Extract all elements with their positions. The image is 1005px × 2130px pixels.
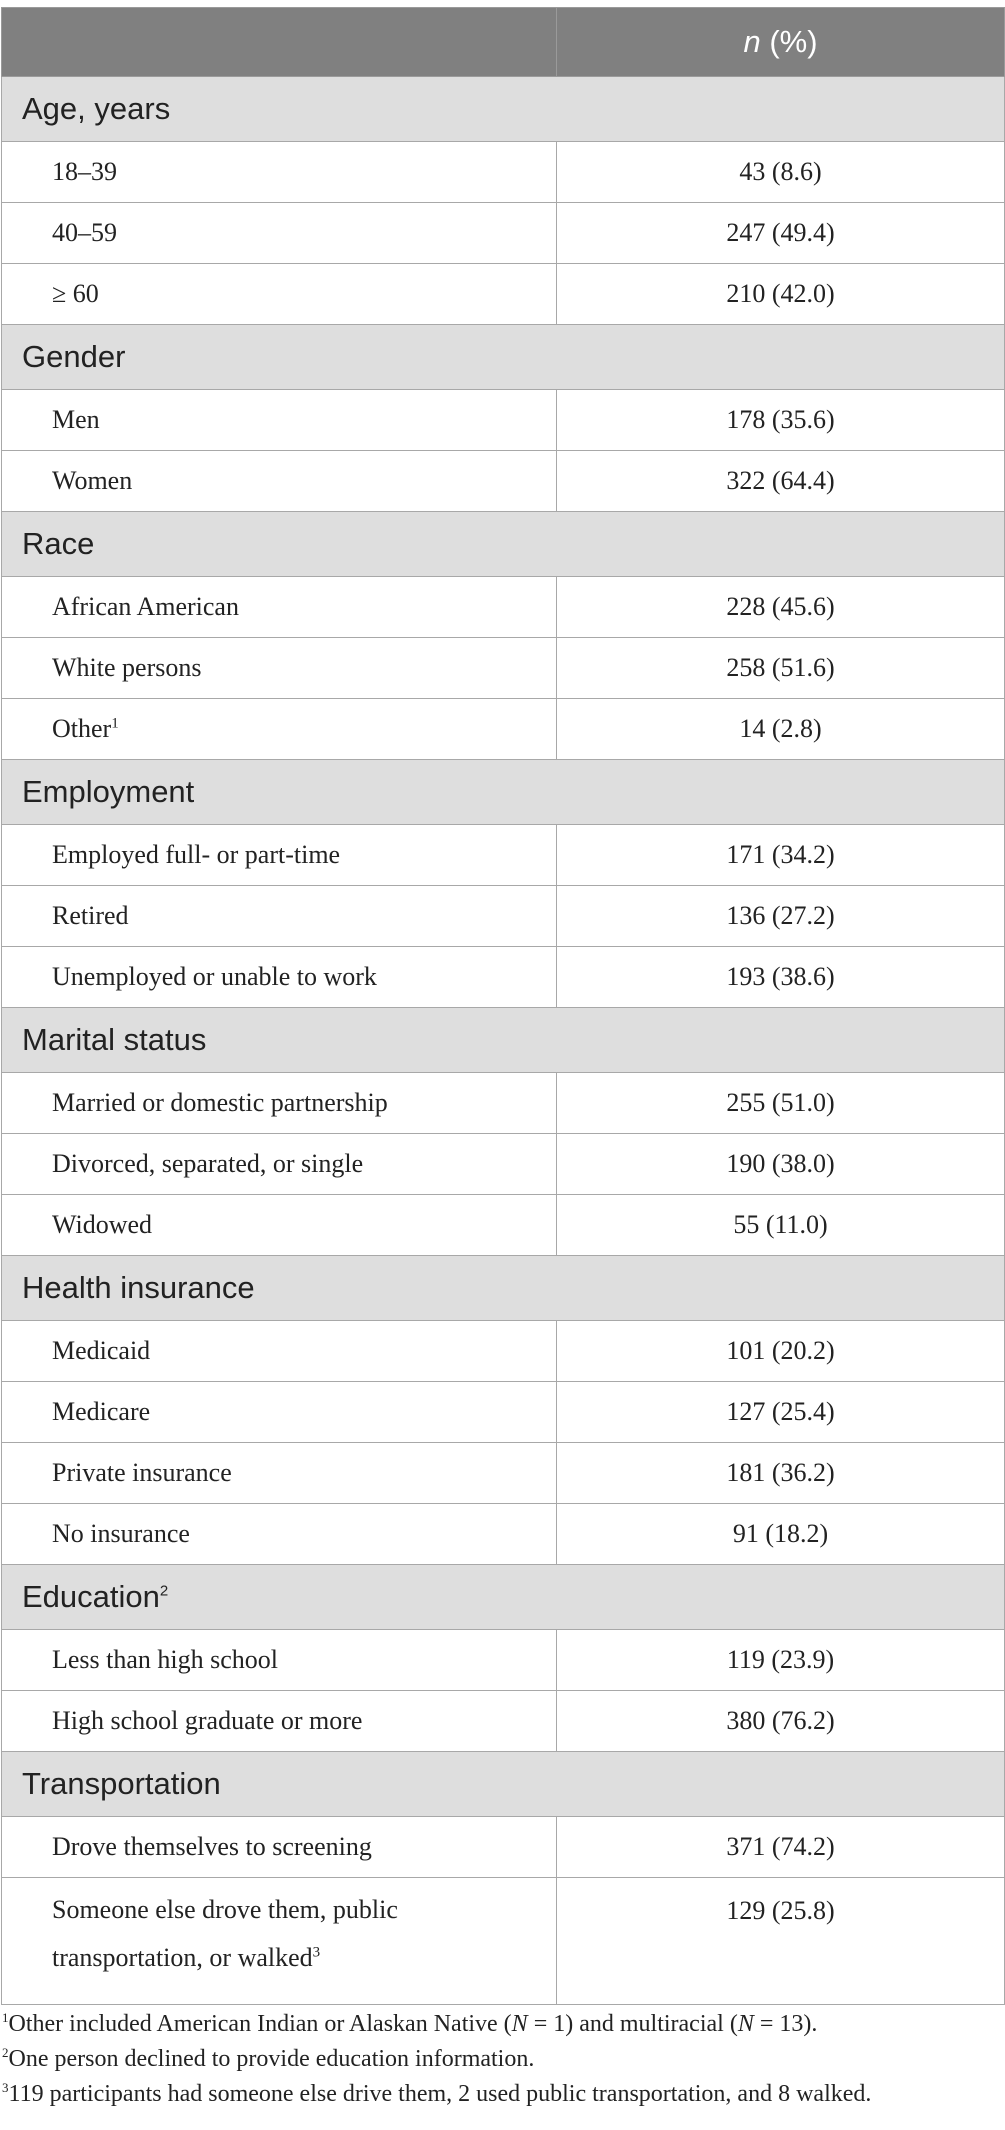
section-title: Transportation xyxy=(2,1752,1005,1817)
row-value: 127 (25.4) xyxy=(557,1382,1005,1443)
section-transportation xyxy=(2,1752,1005,1817)
table-row xyxy=(2,825,1005,886)
table-row xyxy=(2,886,1005,947)
table-row xyxy=(2,1073,1005,1134)
section-title: Health insurance xyxy=(2,1256,1005,1321)
row-value: 210 (42.0) xyxy=(557,264,1005,325)
footnote-italic-n: N xyxy=(737,2011,754,2037)
table-row xyxy=(2,1134,1005,1195)
row-value: 322 (64.4) xyxy=(557,451,1005,512)
row-label-text: Other xyxy=(52,714,112,743)
table-row xyxy=(2,1878,1005,2005)
row-label xyxy=(2,1878,557,2005)
row-value: 371 (74.2) xyxy=(557,1817,1005,1878)
row-label: Private insurance xyxy=(2,1443,557,1504)
table-row xyxy=(2,390,1005,451)
row-value: 178 (35.6) xyxy=(557,390,1005,451)
row-label: Men xyxy=(2,390,557,451)
footnote-text: = 13). xyxy=(753,2011,818,2037)
table-row xyxy=(2,264,1005,325)
footnote-2 xyxy=(2,2042,1005,2077)
demographics-table xyxy=(1,7,1005,2005)
row-label: Women xyxy=(2,451,557,512)
footnote-text: = 1) and multiracial ( xyxy=(527,2011,738,2037)
row-value: 255 (51.0) xyxy=(557,1073,1005,1134)
row-value: 129 (25.8) xyxy=(557,1878,1005,2005)
table-row xyxy=(2,947,1005,1008)
row-value: 258 (51.6) xyxy=(557,638,1005,699)
row-label: Retired xyxy=(2,886,557,947)
row-label: White persons xyxy=(2,638,557,699)
section-title: Race xyxy=(2,512,1005,577)
row-value: 119 (23.9) xyxy=(557,1630,1005,1691)
table-row xyxy=(2,1691,1005,1752)
section-gender xyxy=(2,325,1005,390)
footnote-3 xyxy=(2,2077,1005,2112)
table-row xyxy=(2,1195,1005,1256)
header-n: n xyxy=(743,24,761,59)
row-value: 55 (11.0) xyxy=(557,1195,1005,1256)
row-value: 43 (8.6) xyxy=(557,142,1005,203)
section-age xyxy=(2,77,1005,142)
row-value: 14 (2.8) xyxy=(557,699,1005,760)
row-label: African American xyxy=(2,577,557,638)
table-row xyxy=(2,638,1005,699)
footnote-marker: 2 xyxy=(159,1582,169,1600)
table-row xyxy=(2,1630,1005,1691)
row-label: No insurance xyxy=(2,1504,557,1565)
table-row xyxy=(2,451,1005,512)
section-title: Marital status xyxy=(2,1008,1005,1073)
footnote-marker: 3 xyxy=(312,1944,321,1961)
row-label: Less than high school xyxy=(2,1630,557,1691)
footnote-number: 1 xyxy=(2,2010,9,2025)
section-health-insurance xyxy=(2,1256,1005,1321)
row-label: Unemployed or unable to work xyxy=(2,947,557,1008)
row-label: 40–59 xyxy=(2,203,557,264)
row-label: Employed full- or part-time xyxy=(2,825,557,886)
row-value: 136 (27.2) xyxy=(557,886,1005,947)
row-value: 193 (38.6) xyxy=(557,947,1005,1008)
header-percent: (%) xyxy=(760,24,818,59)
row-label: 18–39 xyxy=(2,142,557,203)
row-label: ≥ 60 xyxy=(2,264,557,325)
demographics-table-container xyxy=(0,7,1005,2112)
table-header-row xyxy=(2,8,1005,77)
row-label: Medicaid xyxy=(2,1321,557,1382)
section-employment xyxy=(2,760,1005,825)
section-title: Gender xyxy=(2,325,1005,390)
table-row xyxy=(2,1817,1005,1878)
footnote-text: Other included American Indian or Alaskan Native ( xyxy=(8,2011,512,2037)
section-education xyxy=(2,1565,1005,1630)
row-label-line1: Someone else drove them, public xyxy=(52,1895,398,1924)
row-value: 181 (36.2) xyxy=(557,1443,1005,1504)
table-row xyxy=(2,577,1005,638)
footnote-text: 119 participants had someone else drive them, 2 used public transportation, and 8 walked. xyxy=(8,2081,872,2107)
row-label-line2: transportation, or walked xyxy=(52,1943,313,1972)
row-value: 91 (18.2) xyxy=(557,1504,1005,1565)
row-label: Married or domestic partnership xyxy=(2,1073,557,1134)
row-label: Divorced, separated, or single xyxy=(2,1134,557,1195)
section-race xyxy=(2,512,1005,577)
section-title: Employment xyxy=(2,760,1005,825)
footnote-1 xyxy=(2,2007,1005,2042)
section-title xyxy=(2,1565,1005,1630)
footnote-text: One person declined to provide education information. xyxy=(8,2046,535,2072)
footnote-number: 3 xyxy=(2,2080,9,2095)
row-label: Widowed xyxy=(2,1195,557,1256)
header-characteristic xyxy=(2,8,557,77)
section-title-text: Education xyxy=(22,1579,160,1614)
table-row xyxy=(2,142,1005,203)
row-value: 247 (49.4) xyxy=(557,203,1005,264)
row-value: 380 (76.2) xyxy=(557,1691,1005,1752)
table-row xyxy=(2,1382,1005,1443)
table-row xyxy=(2,699,1005,760)
row-label: High school graduate or more xyxy=(2,1691,557,1752)
footnote-number: 2 xyxy=(2,2045,9,2060)
table-row xyxy=(2,1443,1005,1504)
table-row xyxy=(2,1504,1005,1565)
footnote-marker: 1 xyxy=(111,715,119,732)
table-row xyxy=(2,1321,1005,1382)
row-label: Drove themselves to screening xyxy=(2,1817,557,1878)
section-marital-status xyxy=(2,1008,1005,1073)
row-value: 190 (38.0) xyxy=(557,1134,1005,1195)
section-title: Age, years xyxy=(2,77,1005,142)
table-row xyxy=(2,203,1005,264)
header-n-percent xyxy=(557,8,1005,77)
footnote-italic-n: N xyxy=(511,2011,528,2037)
table-footnotes xyxy=(2,2007,1005,2112)
row-value: 171 (34.2) xyxy=(557,825,1005,886)
row-label xyxy=(2,699,557,760)
row-value: 101 (20.2) xyxy=(557,1321,1005,1382)
row-label: Medicare xyxy=(2,1382,557,1443)
row-value: 228 (45.6) xyxy=(557,577,1005,638)
